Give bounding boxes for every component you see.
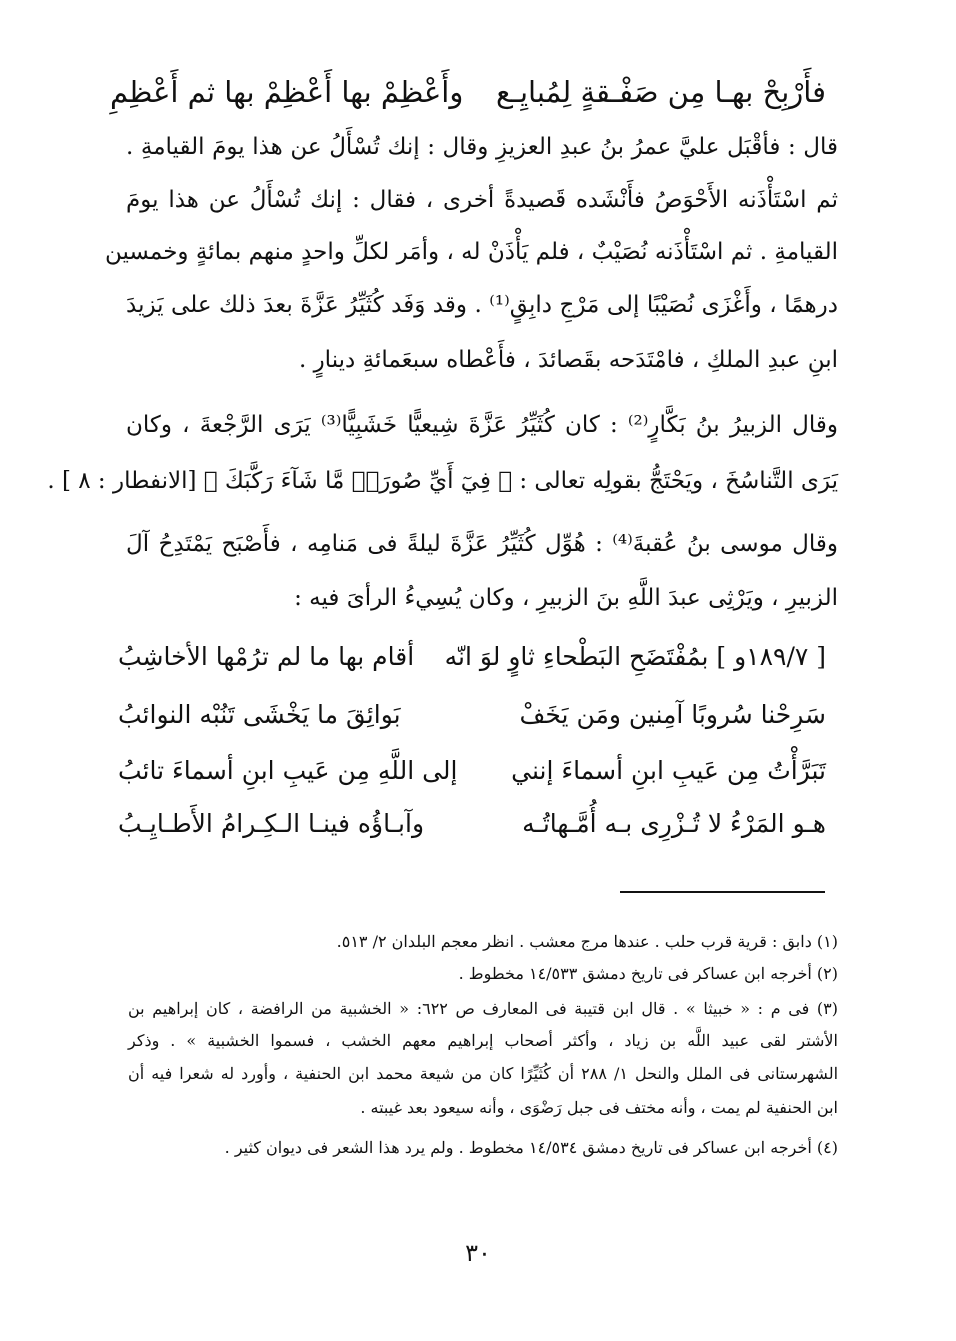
footnote-continuation: ابن الحنفية لم يمت ، وأنه مختف فى جبل رَضْوَى ، وأنه سيعود بعد غيبته . <box>360 1098 838 1117</box>
poem-first-hemistich: تَبَرَّأْتُ مِن عَيبِ ابنِ أسماءَ إنني <box>511 756 826 785</box>
body-line: قال : فأقْبَل عليَّ عمرُ بنُ عبدِ العزيزِ وقال : إنك تُسْأَلُ عن هذا يومَ القيامةِ . <box>126 134 838 160</box>
footnote: (٢) أخرجه ابن عساكر فى تاريخ دمشق ١٤/٥٣٣ مخطوط . <box>458 964 838 983</box>
body-line: يَرَى التَّناسُخَ ، ويَحْتَجُّ بقولِه تعالى : ﴿ فِيٓ أَيِّ صُورَةٖ مَّا شَآءَ رَكَّبَكَ ﴾ [الانفطار : ٨ ] . <box>47 468 838 494</box>
body-line: درهمًا ، وأَغْزَى نُصَيْبًا إلى مَرْجِ دابِقٍ⁽¹⁾ . وقد وَفَد كُثَيِّرُ عَزَّةَ بعدَ ذلك على يَزيدَ <box>126 292 838 318</box>
poem-first-hemistich: هـو المَرْءُ لا تُـزْرِى بـه أُمَّـهاتُـه <box>522 809 826 838</box>
opening-verse <box>110 70 826 114</box>
body-line: الزبيرِ ، ويَرْثِى عبدَ اللَّهِ بنَ الزبيرِ ، وكان يُسِيءُ الرأىَ فيه : <box>294 585 838 611</box>
poem-second-hemistich: إلى اللَّهِ مِن عَيبِ ابنِ أسماءَ تائبُ <box>118 756 458 785</box>
footnote: (١) دابق : قرية قرب حلب . عندها مرج معشب . انظر معجم البلدان ٢/ ٥١٣. <box>336 932 838 951</box>
body-line: ثم اسْتَأْذَنه الأَحْوَصُ فأَنْشَده قَصيدةً أخرى ، فقال : إنك تُسْأَلُ عن هذا يومَ <box>126 187 838 213</box>
body-line: ابنِ عبدِ الملكِ ، فامْتَدَحه بقَصائدَ ، فأَعْطاه سبعَمائةِ دينارٍ . <box>298 347 838 373</box>
poem-second-hemistich: وآبـاؤُه فينـا الـكِـرامُ الأَطـايِـبُ <box>118 809 425 838</box>
poem-verse <box>118 749 826 793</box>
poem-first-hemistich: [ ١٨٩/٧و ] بمُفْتَضَحِ البَطْحاءِ ثاوٍ لوَ انّه <box>444 642 826 671</box>
verse-second-hemistich: وأَعْظِمْ بها أَعْظِمْ بها ثم أَعْظِمِ <box>110 75 464 109</box>
poem-first-hemistich: سَرِحْنا سُروبًا آمِنين ومَن يَخَفْ <box>519 700 826 729</box>
body-line: وقال الزبيرُ بنُ بَكَّارٍ⁽²⁾ : كان كُثَيِّرُ عَزَّةَ شِيعيًّا خَشَبِيًّا⁽³⁾ يَرَى الرَّجْعةَ ، وكان <box>126 412 838 438</box>
footnote-continuation: الشهرستانى فى الملل والنحل ١/ ٢٨٨ أن كُثَيِّرًا كان من شيعة محمد ابن الحنفية ، وأورد له شعرا فيه أن <box>128 1064 839 1083</box>
body-line: وقال موسى بنُ عُقبةَ⁽⁴⁾ : هُوِّل كُثَيِّرُ عَزَّةَ ليلةً فى مَنامِه ، فأَصْبَح يَمْتَدِحُ آلَ <box>126 531 838 557</box>
footnote-continuation: الأشتر لقى عبيد اللَّه بن زياد ، وأكثر أصحاب إبراهيم معهم الخشب ، فسموا الخشبية » . وذكر <box>128 1031 838 1050</box>
footnote-separator <box>620 891 825 893</box>
poem-verse <box>118 635 826 679</box>
poem-verse <box>118 802 826 846</box>
footnote: (٤) أخرجه ابن عساكر فى تاريخ دمشق ١٤/٥٣٤ مخطوط . ولم يرد هذا الشعر فى ديوان كثير . <box>224 1138 838 1157</box>
verse-first-hemistich: فأَرْبِحْ بهـا مِن صَفْـقةٍ لِمُبايِـع <box>496 75 826 109</box>
footnote: (٣) فى م : « خبيثا » . قال ابن قتيبة فى المعارف ص ٦٢٢: « الخشبية من الرافضة ، كان إبراهيم بن <box>128 999 839 1018</box>
poem-verse <box>118 693 826 737</box>
poem-second-hemistich: أقام بها ما لم ترُمْها الأخاشِبُ <box>118 642 415 671</box>
poem-second-hemistich: بَوائِقَ ما يَخْشَى تَنُبْه النوائبُ <box>118 700 401 729</box>
page-number: ٣٠ <box>465 1239 491 1267</box>
body-line: القيامةِ . ثم اسْتَأْذَنه نُصَيْبٌ ، فلم يَأْذَنْ له ، وأمَر لكلِّ واحدٍ منهم بمائةٍ وخمسين <box>104 239 838 265</box>
